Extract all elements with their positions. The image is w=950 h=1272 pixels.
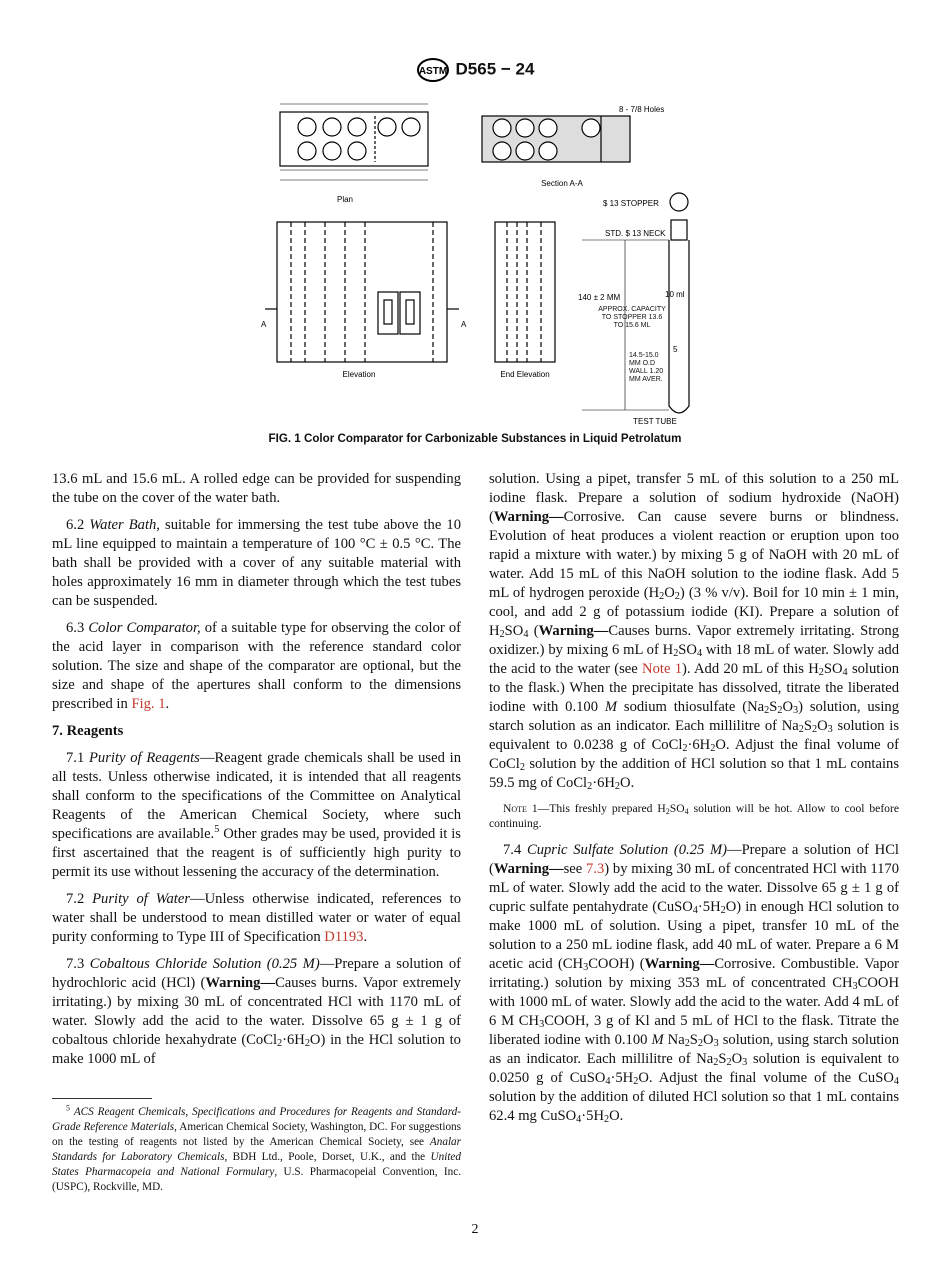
plan-view — [280, 104, 428, 180]
svg-text:10 ml: 10 ml — [665, 290, 685, 299]
svg-text:Section A-A: Section A-A — [541, 179, 583, 188]
paragraph-7-3: 7.3 Cobaltous Chloride Solution (0.25 M)—Prepare a solution of hydrochloric acid (HCl) (Warning—Causes burns. Vapor extremely irritating.) by mixing 30 mL of concentrated HCl with 1170 mL of water. Slowly add the acid to the water. Dissolve 65 g ± 1 g of cobaltous chloride hexahydrate $(CoCl_2\cdot 6H_2O)$ in the HCl solution to make 1000 mL of — [52, 956, 461, 1067]
note-1: Note 1—This freshly prepared $H_2SO_4$ solution will be hot. Allow to cool before continuing. — [489, 802, 899, 830]
left-column — [52, 470, 461, 1077]
note-1-link[interactable]: Note 1 — [642, 661, 683, 677]
paragraph-6-2: 6.2 Water Bath, suitable for immersing the test tube above the 10 mL line equipped to maintain a temperature of 100 °C ± 0.5 °C. The bath shall be provided with a cover of any suitable material with holes approximately 16 mm in diameter through which the test tubes can be suspended. — [52, 517, 462, 609]
figure-caption: FIG. 1 Color Comparator for Carbonizable Substances in Liquid Petrolatum — [268, 432, 682, 445]
elevation-view — [265, 222, 459, 362]
page-number: 2 — [471, 1222, 479, 1237]
svg-text:A: A — [461, 320, 467, 329]
paragraph-7-1: 7.1 Purity of Reagents—Reagent grade chemicals shall be used in all tests. Unless otherwise indicated, it is intended that all reagents shall conform to the specifications of the Committee on Analytical Reagents of the American Chemical Society, where such specifications are available.$^5$ Other grades may be used, provided it is first ascertained that the reagent is of sufficiently high purity to permit its use without lessening the accuracy of the determination. — [52, 750, 461, 880]
svg-text:TEST TUBE: TEST TUBE — [633, 417, 677, 426]
paragraph-6-3: 6.3 Color Comparator, of a suitable type for observing the color of the acid layer in comparison with the reference standard color solution. The size and shape of the comparator are optional, but the size and shape of the apertures shall conform to the dimensions prescribed in Fig. 1. — [52, 620, 461, 712]
svg-text:8 - 7/8 Holes: 8 - 7/8 Holes — [619, 105, 665, 114]
svg-text:140 ± 2 MM: 140 ± 2 MM — [578, 293, 621, 302]
section-view — [482, 116, 630, 162]
paragraph-7-4: 7.4 Cupric Sulfate Solution (0.25 M)—Prepare a solution of HCl (Warning—see 7.3) by mixing 30 mL of concentrated HCl with 1170 mL of water. Slowly add the acid to the water. Dissolve 65 g ± 1 g of cupric sulfate pentahydrate $(CuSO_4\cdot 5H_2O)$ in enough HCl solution to make 1000 mL of solution. Using a pipet, transfer 10 mL of the solution to a 250 mL iodine flask, add 40 mL of water. Prepare a 6 M acetic acid $(CH_3COOH)$ (Warning—Corrosive. Combustible. Vapor irritating.) solution by mixing 353 mL of concentrated $CH_3COOH$ with 1000 mL of water. Slowly add the acid to the water. Add 4 mL of 6 M $CH_3COOH$, 3 g of Kl and 5 mL of HCl to the flask. Titrate the liberated iodine with 0.100 M $Na_2S_2O_3$ solution, using starch solution as an indicator. Each millilitre of $Na_2S_2O_3$ solution is equivalent to 0.0250 g of $CuSO_4\cdot 5H_2O$. Adjust the final volume of the CuSO$_4$ solution by the addition of diluted HCl solution so that 1 mL contains 62.4 mg $CuSO_4\cdot 5H_2O$. — [489, 842, 900, 1125]
svg-text:STD. $ 13 NECK: STD. $ 13 NECK — [605, 229, 666, 238]
fig-1-link[interactable]: Fig. 1 — [131, 696, 166, 712]
footnote-5: $^5$ ACS Reagent Chemicals, Specifications and Procedures for Reagents and Standard-Grade Reference Materials, American Chemical Society, Washington, DC. For suggestions on the testing of reagents not listed by the American Chemical Society, see Analar Standards for Laboratory Chemicals, BDH Ltd., Poole, Dorset, U.K., and the United States Pharmacopeia and National Formulary, U.S. Pharmacopeial Convention, Inc. (USPC), Rockville, MD. — [52, 1103, 461, 1193]
page-header — [0, 58, 950, 82]
astm-logo-icon — [416, 58, 450, 82]
comparator-figure: Plan Section A-A 8 - 7/8 Holes Elevation End Elevation $ 13 STOPPER STD. $ 13 NECK 140 ± 2 MM 10 ml 5 TEST TUBE A A APPROX. CAPACITY TO STOPPER 13.6 TO 15.6 ML 14.5-15.0 MM O.D WALL 1.20 MM AVER. — [245, 94, 715, 426]
right-column — [489, 470, 899, 1134]
svg-text:Elevation: Elevation — [342, 370, 376, 379]
paragraph: 13.6 mL and 15.6 mL. A rolled edge can be provided for suspending the tube on the cover of the water bath. — [52, 471, 461, 506]
section-7-3-link[interactable]: 7.3 — [586, 861, 605, 877]
svg-text:End Elevation: End Elevation — [500, 370, 550, 379]
d1193-link[interactable]: D1193 — [324, 929, 364, 945]
footnote-rule — [52, 1098, 152, 1099]
svg-text:$ 13 STOPPER: $ 13 STOPPER — [603, 199, 659, 208]
section-heading-reagents: 7. Reagents — [52, 723, 124, 739]
svg-text:5: 5 — [673, 345, 678, 354]
end-elevation-view — [495, 222, 555, 362]
svg-text:Plan: Plan — [336, 195, 354, 204]
paragraph-7-2: 7.2 Purity of Water—Unless otherwise indicated, references to water shall be understood to mean distilled water or water of equal purity conforming to Type III of Specification D1193. — [52, 891, 461, 945]
svg-text:ASTM: ASTM — [418, 66, 447, 77]
designation: D565 − 24 — [455, 59, 535, 79]
paragraph-7-3-cont: solution. Using a pipet, transfer 5 mL of this solution to a 250 mL iodine flask. Prepare a solution of sodium hydroxide (NaOH) (Warning—Corrosive. Can cause severe burns or blindness. Evolution of heat produces a violent reaction or eruption upon too rapid a mixture with water.) by mixing 5 g of NaOH with 20 mL of water. Add 15 mL of this NaOH solution to the iodine flask. Add 5 mL of hydrogen peroxide $(H_2O_2)$ (3 % v/v). Boil for 10 min ± 1 min, cool, and add 2 g of potassium iodide (KI). Prepare a solution of $H_2SO_4$ (Warning—Causes burns. Vapor extremely irritating. Strong oxidizer.) by mixing 6 mL of $H_2SO_4$ with 18 mL of water. Slowly add the acid to the water (see Note 1). Add 20 mL of this $H_2SO_4$ solution to the flask.) When the precipitate has dissolved, titrate the liberated iodine with 0.100 M sodium thiosulfate $(Na_2S_2O_3)$ solution, using starch solution as an indicator. Each millilitre of $Na_2S_2O_3$ solution is equivalent to 0.0238 g of $CoCl_2\cdot 6H_2O$. Adjust the final volume of CoCl$_2$ solution by the addition of HCl solution so that 1 mL contains 59.5 mg of $CoCl_2\cdot 6H_2O$. — [489, 471, 900, 792]
svg-text:A: A — [261, 320, 267, 329]
